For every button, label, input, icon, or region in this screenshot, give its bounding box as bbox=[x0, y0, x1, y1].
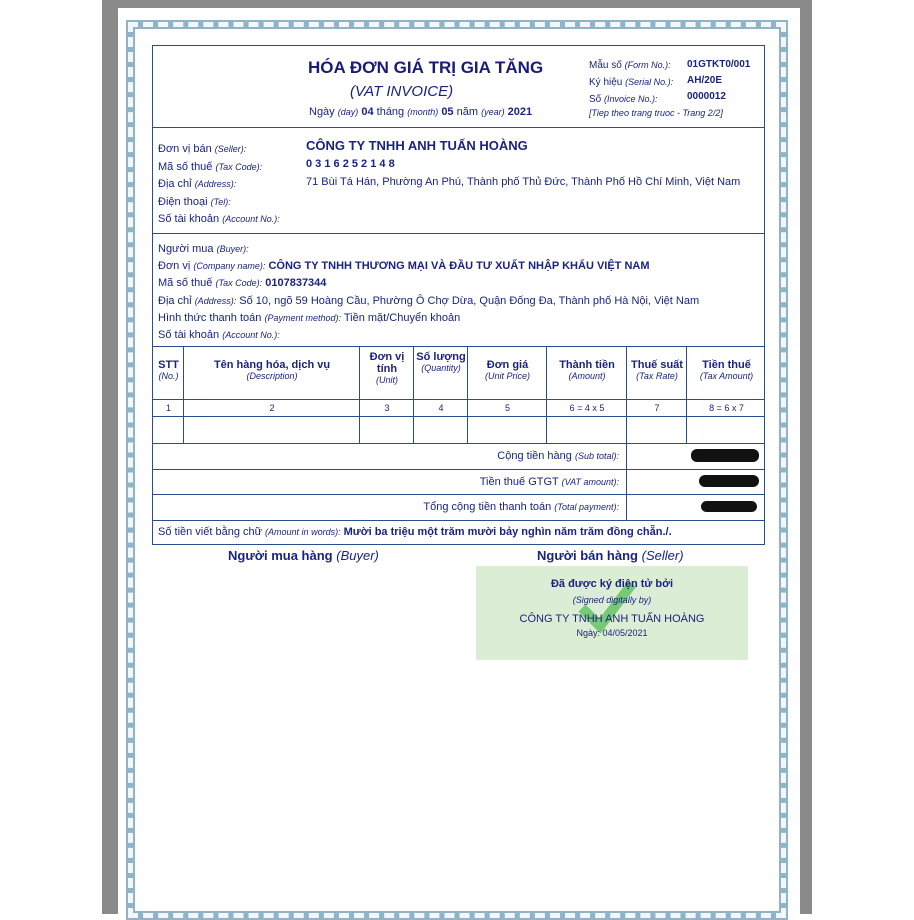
invoice bbox=[152, 45, 765, 545]
page-note: [Tiep theo trang truoc - Trang 2/2] bbox=[589, 108, 723, 118]
vat-label: Tiền thuế GTGT (VAT amount): bbox=[479, 476, 619, 488]
col-header: Tiền thuế (Tax Amount) bbox=[699, 359, 754, 381]
col-number: 2 bbox=[269, 403, 275, 413]
col-number: 5 bbox=[504, 403, 510, 413]
invoice-date: Ngày (day) 04 tháng (month) 05 năm (year) 2021 bbox=[309, 106, 533, 118]
col-number: 8 = 6 x 7 bbox=[709, 403, 744, 413]
buyer-signature-label: Người mua hàng (Buyer) bbox=[228, 548, 379, 563]
invoice-title: HÓA ĐƠN GIÁ TRỊ GIA TĂNG bbox=[308, 58, 544, 77]
col-header: Số lượng (Quantity) bbox=[416, 351, 466, 373]
signed-date: Ngày: 04/05/2021 bbox=[576, 628, 648, 638]
redacted-total bbox=[701, 501, 757, 512]
amount-in-words: Số tiền viết bằng chữ (Amount in words): Mười ba triệu một trăm mười bảy nghìn năm trăm đồng chẵn./. bbox=[158, 526, 672, 538]
seller-name: CÔNG TY TNHH ANH TUẤN HOÀNG bbox=[306, 138, 528, 153]
signer-name: CÔNG TY TNHH ANH TUẤN HOÀNG bbox=[519, 613, 705, 625]
form-info: Mẫu số (Form No.): Ký hiệu (Serial No.): Số (Invoice No.): bbox=[589, 60, 674, 105]
subtotal-label: Cộng tiền hàng (Sub total): bbox=[497, 450, 619, 462]
form-values: 01GTKT0/001 AH/20E 0000012 bbox=[687, 59, 751, 102]
col-header: Đơn vị tính (Unit) bbox=[369, 351, 405, 385]
col-header: Tên hàng hóa, dịch vụ (Description) bbox=[213, 359, 331, 381]
col-number: 4 bbox=[438, 403, 444, 413]
digital-signature-box[interactable] bbox=[476, 566, 748, 660]
col-number: 7 bbox=[654, 403, 660, 413]
invoice-subtitle: (VAT INVOICE) bbox=[350, 83, 454, 100]
signed-en-label: (Signed digitally by) bbox=[572, 595, 652, 605]
col-number: 1 bbox=[165, 403, 171, 413]
col-header: Đơn giá (Unit Price) bbox=[484, 359, 530, 381]
col-number: 6 = 4 x 5 bbox=[569, 403, 605, 413]
seller-address: 71 Bùi Tá Hán, Phường An Phú, Thành phố Thủ Đức, Thành Phố Hồ Chí Minh, Việt Nam bbox=[306, 176, 741, 188]
seller-labels: Đơn vị bán (Seller): Mã số thuế (Tax Code): Địa chỉ (Address): Điện thoại (Tel): Số tài khoản (Account No.): bbox=[158, 143, 280, 225]
col-header: Thành tiền (Amount) bbox=[559, 359, 615, 381]
signed-label: Đã được ký điện tử bởi bbox=[550, 578, 674, 590]
col-header: Thuế suất (Tax Rate) bbox=[631, 359, 683, 381]
col-header: STT (No.) bbox=[158, 359, 179, 381]
redacted-vat bbox=[699, 475, 759, 487]
total-label: Tổng cộng tiền thanh toán (Total payment): bbox=[423, 501, 619, 513]
seller-signature-label: Người bán hàng (Seller) bbox=[537, 548, 684, 563]
seller-tax-code: 0 3 1 6 2 5 2 1 4 8 bbox=[306, 158, 395, 170]
redacted-subtotal bbox=[691, 449, 759, 462]
buyer-info: Người mua (Buyer): Đơn vị (Company name): CÔNG TY TNHH THƯƠNG MẠI VÀ ĐẦU TƯ XUẤT NHẬP KHẨU VIỆT NAM Mã số thuế (Tax Code): 0107837344 Địa chỉ (Address): Số 10, ngõ 59 Hoàng Cầu, Phường Ô Chợ Dừa, Quận Đống Đa, Thành phố Hà Nội, Việt Nam Hình thức thanh toán (Payment method): Tiền mặt/Chuyển khoản Số tài khoản (Account No.): bbox=[158, 243, 700, 342]
col-number: 3 bbox=[384, 403, 390, 413]
